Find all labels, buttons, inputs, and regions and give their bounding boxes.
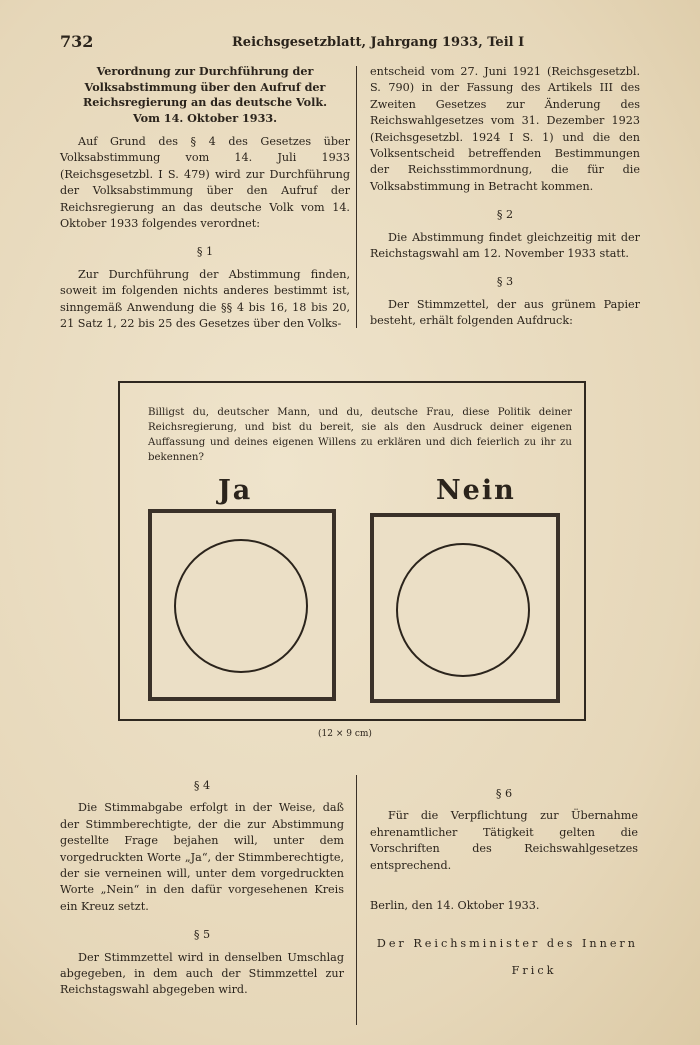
section-2-heading: § 2: [496, 208, 514, 222]
no-circle: [396, 543, 530, 677]
signer-title: Der Reichsminister des Innern: [376, 937, 638, 951]
running-title: Reichsgesetzblatt, Jahrgang 1933, Teil I: [232, 35, 525, 50]
section-1-heading: § 1: [196, 245, 214, 259]
decree-title: Verordnung zur Durchführung der Volksabstimmung über den Aufruf der Reichsregierung an das deutsche Volk. Vom 14. Oktober 1933.: [82, 64, 328, 125]
ballot-dimensions: (12 × 9 cm): [318, 729, 372, 739]
section-6-text: Für die Verpflichtung zur Übernahme ehrenamtlicher Tätigkeit gelten die Vorschriften des Reichswahlgesetzes entsprechend.: [370, 809, 638, 872]
section-3-text: Der Stimmzettel, der aus grünem Papier besteht, erhält folgenden Aufdruck:: [370, 297, 640, 328]
ballot-no-label: Nein: [436, 475, 516, 506]
section-1-text: Zur Durchführung der Abstimmung finden, soweit im folgenden nichts anderes bestimmt ist, sinngemäß Anwendung die §§ 4 bis 16, 18 bis 20, 21 Satz 1, 22 bis 25 des Gesetzes über den Volks-: [60, 267, 350, 331]
ballot-yes-label: Ja: [218, 475, 253, 506]
section-2-text: Die Abstimmung findet gleichzeitig mit der Reichstagswahl am 12. November 1933 statt.: [370, 230, 640, 261]
ballot-no-box: [370, 513, 560, 703]
section-4-heading: § 4: [193, 779, 211, 792]
ballot-question: Billigst du, deutscher Mann, und du, deutsche Frau, diese Politik deiner Reichsregierung, und bist du bereit, sie als den Ausdruck deiner eigenen Auffassung und deines eigenen Willens zu erklären und dich feierlich zu ihr zu bekennen?: [148, 407, 572, 463]
place-date: Berlin, den 14. Oktober 1933.: [370, 899, 540, 913]
section-5-text: Der Stimmzettel wird in denselben Umschlag abgegeben, in dem auch der Stimmzettel zur Reichstagswahl abgegeben wird.: [60, 950, 344, 997]
column-divider-top: [356, 66, 357, 328]
section-1-continuation: entscheid vom 27. Juni 1921 (Reichsgesetzbl. S. 790) in der Fassung des Artikels III des Zweiten Gesetzes zur Änderung des Reichswahlgesetzes vom 31. Dezember 1923 (Reichsgesetzbl. 1924 I S. 1) und die den Volksentscheid betreffenden Bestimmungen der Reichsstimmordnung, die für die Volksabstimmung in Betracht kommen.: [370, 65, 640, 193]
bottom-right-column: [370, 786, 638, 979]
yes-circle: [174, 539, 308, 673]
page-number: 732: [60, 32, 94, 51]
column-divider-bottom: [356, 775, 357, 1025]
section-6-heading: § 6: [495, 787, 513, 800]
ballot-yes-box: [148, 509, 336, 701]
section-4-text: Die Stimmabgabe erfolgt in der Weise, daß der Stimmberechtigte, der die zur Abstimmung gestellte Frage bejahen will, unter dem vorgedruckten Worte „Ja“, der Stimmberechtigte, der sie verneinen will, unter dem vorgedruckten Worte „Nein“ in den dafür vorgesehenen Kreis ein Kreuz setzt.: [60, 801, 344, 913]
right-column: [370, 64, 640, 330]
left-column: [60, 64, 350, 332]
decree-preamble: Auf Grund des § 4 des Gesetzes über Volksabstimmung vom 14. Juli 1933 (Reichsgesetzbl. I S. 479) wird zur Durchführung der Volksabstimmung über den Aufruf der Reichsregierung an das deutsche Volk vom 14. Oktober 1933 folgendes verordnet:: [60, 135, 350, 231]
signer-name: Frick: [511, 963, 557, 977]
section-3-heading: § 3: [496, 275, 514, 289]
bottom-left-column: [60, 778, 344, 999]
section-5-heading: § 5: [193, 928, 211, 942]
ballot-specimen: [118, 381, 586, 721]
